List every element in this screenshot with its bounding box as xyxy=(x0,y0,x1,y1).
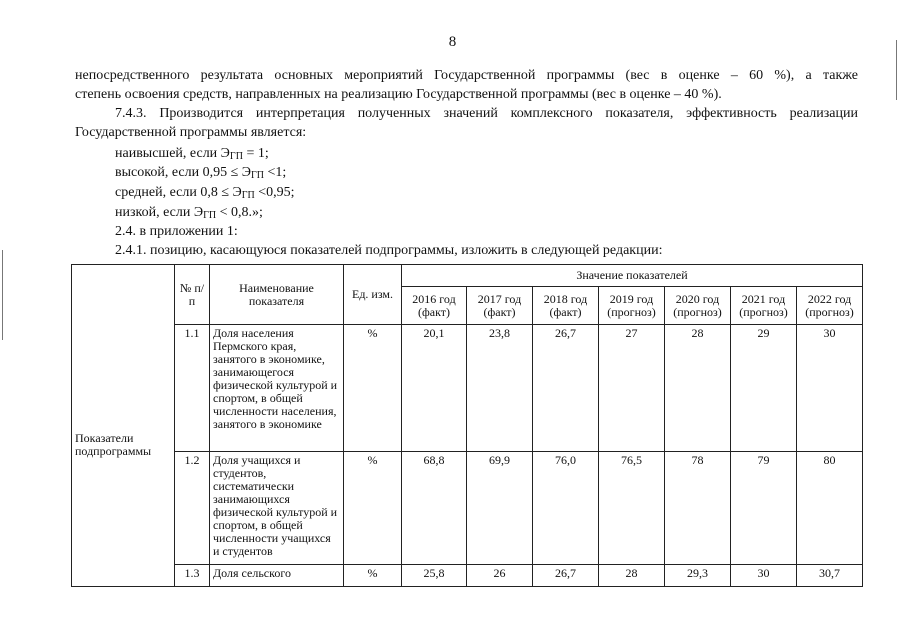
row-num: 1.1 xyxy=(175,325,210,452)
row-value: 30 xyxy=(797,325,863,452)
item-2-4-1: 2.4.1. позицию, касающуюся показателей подпрограммы, изложить в следующей редакции: xyxy=(115,243,663,258)
group-label-cell: Показатели подпрограммы xyxy=(72,265,175,587)
header-year: 2022 год (прогноз) xyxy=(797,287,863,325)
paragraph-1-line-1: непосредственного результата основных мероприятий Государственной программы (вес в оценке – 60 %), а также xyxy=(75,68,858,83)
row-name: Доля населения Пермского края, занятого в экономике, занимающегося физической культурой и спортом, в общей численности населения, занятого в экономике xyxy=(210,325,344,452)
indicators-table xyxy=(71,264,863,587)
header-year: 2018 год (факт) xyxy=(533,287,599,325)
row-value: 29,3 xyxy=(665,565,731,587)
row-value: 28 xyxy=(665,325,731,452)
paragraph-2-line-1: 7.4.3. Производится интерпретация полученных значений комплексного показателя, эффективность реализации xyxy=(115,106,858,121)
row-name: Доля сельского xyxy=(210,565,344,587)
condition-medium: средней, если $0,8 \le Э_{ГП} <0,95$; xyxy=(115,185,295,201)
table-row xyxy=(72,565,863,587)
row-value: 26,7 xyxy=(533,325,599,452)
row-value: 69,9 xyxy=(467,452,533,565)
row-unit: % xyxy=(344,565,402,587)
row-value: 76,0 xyxy=(533,452,599,565)
header-name: Наименование показателя xyxy=(210,265,344,325)
row-value: 79 xyxy=(731,452,797,565)
scan-edge-mark-left xyxy=(2,250,3,340)
item-2-4: 2.4. в приложении 1: xyxy=(115,224,238,239)
header-unit: Ед. изм. xyxy=(344,265,402,325)
subscript-gp: ГП xyxy=(229,151,243,162)
header-values: Значение показателей xyxy=(402,265,863,287)
row-value: 23,8 xyxy=(467,325,533,452)
condition-high: высокой, если $0,95 \le Э_{ГП} <1$; xyxy=(115,165,287,181)
header-year: 2019 год (прогноз) xyxy=(599,287,665,325)
row-value: 25,8 xyxy=(402,565,467,587)
row-num: 1.3 xyxy=(175,565,210,587)
row-value: 68,8 xyxy=(402,452,467,565)
header-year: 2021 год (прогноз) xyxy=(731,287,797,325)
row-value: 27 xyxy=(599,325,665,452)
header-num: № п/п xyxy=(175,265,210,325)
subscript-gp: ГП xyxy=(251,170,265,181)
header-year: 2016 год (факт) xyxy=(402,287,467,325)
row-unit: % xyxy=(344,325,402,452)
header-row-1 xyxy=(72,265,863,287)
table-row xyxy=(72,325,863,452)
row-unit: % xyxy=(344,452,402,565)
table-row xyxy=(72,452,863,565)
row-value: 26,7 xyxy=(533,565,599,587)
paragraph-2-line-2: Государственной программы является: xyxy=(75,125,307,140)
row-value: 80 xyxy=(797,452,863,565)
row-value: 30 xyxy=(731,565,797,587)
page-number: 8 xyxy=(448,34,457,50)
condition-low: низкой, если $Э_{ГП} < 0,8$.»; xyxy=(115,205,263,221)
subscript-gp: ГП xyxy=(203,210,217,221)
row-value: 78 xyxy=(665,452,731,565)
row-value: 29 xyxy=(731,325,797,452)
row-name: Доля учащихся и студентов, систематически занимающихся физической культурой и спортом, в общей численности учащихся и студентов xyxy=(210,452,344,565)
row-value: 28 xyxy=(599,565,665,587)
header-year: 2020 год (прогноз) xyxy=(665,287,731,325)
indicators-table-body xyxy=(72,265,863,587)
paragraph-1-line-2: степень освоения средств, направленных на реализацию Государственной программы (вес в оценке – 40 %). xyxy=(75,87,722,102)
row-value: 76,5 xyxy=(599,452,665,565)
condition-highest: наивысшей, если $Э_{ГП} = 1$; xyxy=(115,146,269,162)
row-value: 20,1 xyxy=(402,325,467,452)
header-year: 2017 год (факт) xyxy=(467,287,533,325)
subscript-gp: ГП xyxy=(241,190,255,201)
row-num: 1.2 xyxy=(175,452,210,565)
row-value: 30,7 xyxy=(797,565,863,587)
row-value: 26 xyxy=(467,565,533,587)
